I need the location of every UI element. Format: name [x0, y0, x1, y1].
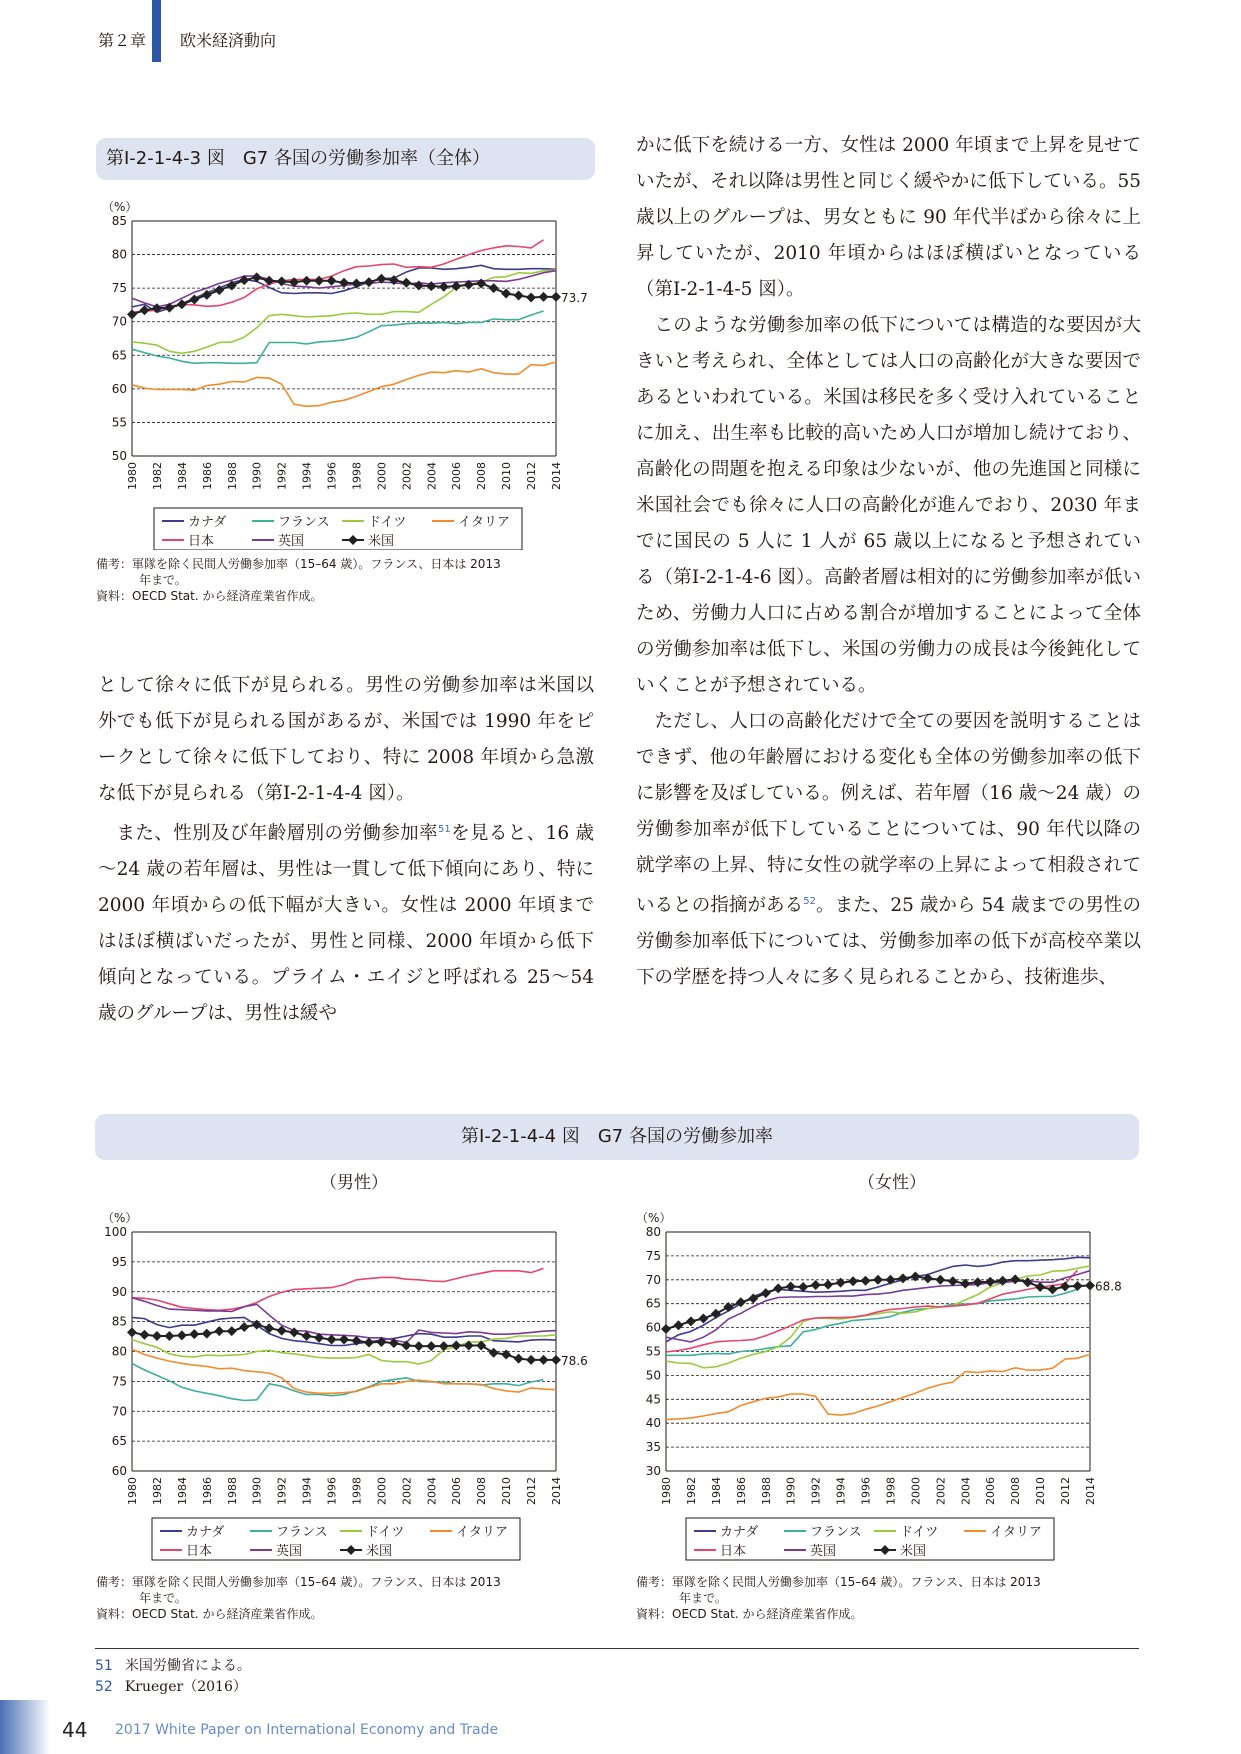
legend-label: 米国 — [900, 1544, 927, 1559]
x-tick-label: 1994 — [300, 1477, 314, 1505]
y-tick-label: 75 — [111, 281, 127, 296]
right-column-text — [636, 128, 1141, 996]
data-point-米国 — [501, 289, 511, 299]
y-tick-label: 80 — [111, 1344, 127, 1359]
data-point-米国 — [686, 1316, 696, 1326]
x-tick-label: 2010 — [500, 1477, 514, 1505]
page-number: 44 — [62, 1718, 88, 1742]
data-point-米国 — [364, 1338, 374, 1348]
y-tick-label: 55 — [111, 415, 127, 430]
y-unit-label: （%） — [102, 200, 138, 214]
data-point-米国 — [426, 1341, 436, 1351]
x-tick-label: 1992 — [275, 1477, 289, 1505]
data-point-米国 — [401, 278, 411, 288]
x-tick-label: 2012 — [525, 1477, 539, 1505]
data-point-米国 — [761, 1288, 771, 1298]
left-paragraph-1: として徐々に低下が見られる。男性の労働参加率は米国以外でも低下が見られる国があるが、米国では 1990 年をピークとして徐々に低下しており、特に 2008 年頃から急激な低下が見られる（第Ⅰ-2-1-4-4 図）。 — [98, 675, 594, 804]
y-tick-label: 85 — [111, 214, 127, 228]
data-point-米国 — [836, 1278, 846, 1288]
figure1-note-line1: 備考：軍隊を除く民間人労働参加率（15–64 歳）。フランス、日本は 2013 — [96, 557, 501, 571]
male-note-line2: 年まで。 — [139, 1591, 187, 1605]
data-point-米国 — [414, 1341, 424, 1351]
data-point-米国 — [661, 1324, 671, 1334]
legend-label: 英国 — [276, 1544, 303, 1559]
data-point-米国 — [451, 1341, 461, 1351]
data-point-米国 — [823, 1280, 833, 1290]
data-point-米国 — [885, 1275, 895, 1285]
x-tick-label: 1990 — [250, 1477, 264, 1505]
legend-label: イタリア — [458, 515, 511, 530]
data-point-米国 — [227, 1326, 237, 1336]
female-note-source: 資料：OECD Stat. から経済産業省作成。 — [636, 1607, 863, 1621]
footnote-number: 51 — [95, 1658, 113, 1674]
footnotes — [95, 1656, 251, 1698]
footnote-divider — [95, 1648, 1139, 1649]
data-point-米国 — [698, 1314, 708, 1324]
data-point-米国 — [264, 276, 274, 286]
y-tick-label: 55 — [645, 1344, 661, 1359]
x-tick-label: 1984 — [175, 1477, 189, 1505]
data-point-米国 — [861, 1276, 871, 1286]
female-note-line2: 年まで。 — [679, 1591, 727, 1605]
data-point-米国 — [1060, 1281, 1070, 1291]
y-tick-label: 60 — [111, 381, 127, 396]
x-tick-label: 1986 — [200, 462, 214, 490]
legend-label: 米国 — [366, 1544, 393, 1559]
x-tick-label: 1992 — [809, 1477, 823, 1505]
x-tick-label: 1988 — [225, 1477, 239, 1505]
data-point-米国 — [935, 1275, 945, 1285]
x-tick-label: 2004 — [425, 1477, 439, 1505]
left-paragraph-2-part1: また、性別及び年齢層別の労働参加率 — [116, 823, 438, 845]
series-line-イタリア — [666, 1354, 1090, 1419]
data-point-米国 — [164, 1331, 174, 1341]
chapter-label: 第２章 — [98, 31, 147, 50]
y-tick-label: 90 — [111, 1284, 127, 1299]
x-tick-label: 1998 — [350, 1477, 364, 1505]
x-tick-label: 2008 — [475, 462, 489, 490]
x-tick-label: 2002 — [934, 1477, 948, 1505]
y-tick-label: 60 — [111, 1464, 127, 1478]
legend-label: フランス — [278, 515, 330, 530]
legend-label: 日本 — [186, 1544, 213, 1559]
data-point-米国 — [314, 276, 324, 286]
male-chart-note — [96, 1574, 501, 1622]
data-point-米国 — [514, 1354, 524, 1364]
legend-label: 英国 — [278, 534, 305, 549]
data-point-米国 — [302, 276, 312, 286]
x-tick-label: 1996 — [859, 1477, 873, 1505]
data-point-米国 — [127, 309, 137, 319]
data-point-米国 — [539, 292, 549, 302]
x-tick-label: 2014 — [1084, 1477, 1097, 1505]
data-point-米国 — [873, 1275, 883, 1285]
x-tick-label: 2008 — [1009, 1477, 1023, 1505]
left-paragraph-2 — [98, 812, 594, 1032]
male-chart — [96, 1200, 606, 1565]
footnote-51 — [95, 1656, 251, 1677]
right-paragraph-3-part2: 。また、25 歳から 54 歳までの男性の労働参加率低下については、労働参加率の低下が高校卒業以下の学歴を持つ人々に多く見られることから、技術進歩、 — [636, 895, 1141, 989]
x-tick-label: 1980 — [126, 462, 139, 490]
y-tick-label: 45 — [645, 1392, 661, 1407]
data-point-米国 — [489, 283, 499, 293]
x-tick-label: 1996 — [325, 462, 339, 490]
chapter-topic: 欧米経済動向 — [180, 31, 277, 50]
y-tick-label: 100 — [104, 1225, 127, 1239]
x-tick-label: 2000 — [909, 1477, 923, 1505]
footer-decoration — [0, 1700, 50, 1754]
figure1-source: 資料：OECD Stat. から経済産業省作成。 — [96, 589, 323, 603]
x-tick-label: 2002 — [400, 462, 414, 490]
x-tick-label: 1988 — [759, 1477, 773, 1505]
x-tick-label: 2010 — [1034, 1477, 1048, 1505]
legend-label: ドイツ — [366, 1525, 405, 1540]
x-tick-label: 2000 — [375, 462, 389, 490]
series-line-フランス — [132, 1363, 544, 1400]
data-point-米国 — [327, 1335, 337, 1345]
y-tick-label: 35 — [645, 1440, 661, 1455]
figure2-title: 第Ⅰ-2-1-4-4 図 G7 各国の労働参加率 — [95, 1114, 1139, 1160]
x-tick-label: 2014 — [550, 1477, 563, 1505]
x-tick-label: 1988 — [225, 462, 239, 490]
data-point-米国 — [139, 1330, 149, 1340]
y-tick-label: 75 — [111, 1374, 127, 1389]
right-paragraph-2: このような労働参加率の低下については構造的な要因が大きいと考えられ、全体としては人口の高齢化が大きな要因であるといわれている。米国は移民を多く受け入れていることに加え、出生率も比較的高いため人口が増加し続けており、高齢化の問題を抱える印象は少ないが、他の先進国と同様に米国社会でも徐々に人口の高齢化が進んでおり、2030 年までに国民の 5 人に 1 人が 65 歳以上になると予想されている（第Ⅰ-2-1-4-6 図）。高齢者層は相対的に労働参加率が低いため、労働力人口に占める割合が増加することによって全体の労働参加率は低下し、米国の労働力の成長は今後鈍化していくことが予想されている。 — [636, 315, 1141, 696]
y-tick-label: 95 — [111, 1254, 127, 1269]
female-chart — [630, 1200, 1140, 1565]
data-point-米国 — [214, 1326, 224, 1336]
right-paragraph-3 — [636, 704, 1141, 996]
legend-label: 日本 — [188, 534, 215, 549]
x-tick-label: 2006 — [450, 462, 464, 490]
y-unit-label: （%） — [636, 1211, 672, 1225]
legend-label: カナダ — [186, 1525, 225, 1540]
x-tick-label: 2014 — [550, 462, 563, 490]
y-tick-label: 70 — [645, 1272, 661, 1287]
y-tick-label: 65 — [111, 1434, 127, 1449]
legend-label: ドイツ — [368, 515, 407, 530]
legend-label: フランス — [276, 1525, 328, 1540]
y-tick-label: 65 — [645, 1296, 661, 1311]
x-tick-label: 2012 — [1059, 1477, 1073, 1505]
x-tick-label: 2012 — [525, 462, 539, 490]
y-tick-label: 70 — [111, 314, 127, 329]
legend-label: カナダ — [188, 515, 227, 530]
y-tick-label: 50 — [111, 449, 127, 463]
data-point-米国 — [239, 1322, 249, 1332]
right-paragraph-3-part1: ただし、人口の高齢化だけで全ての要因を説明することはできず、他の年齢層における変化も全体の労働参加率の低下に影響を及ぼしている。例えば、若年層（16 歳～24 歳）の労働参加率が低下していることについては、90 年代以降の就学率の上昇、特に女性の就学率の上昇によって相殺されているとの指摘がある — [636, 711, 1141, 917]
data-point-米国 — [1010, 1274, 1020, 1284]
data-point-米国 — [189, 1329, 199, 1339]
x-tick-label: 1982 — [684, 1477, 698, 1505]
data-point-米国 — [526, 1355, 536, 1365]
data-point-米国 — [164, 303, 174, 313]
x-tick-label: 1994 — [834, 1477, 848, 1505]
x-tick-label: 1990 — [784, 1477, 798, 1505]
x-tick-label: 1994 — [300, 462, 314, 490]
data-point-米国 — [551, 1355, 561, 1365]
end-value-label: 68.8 — [1095, 1279, 1122, 1294]
data-point-米国 — [526, 293, 536, 303]
legend-label: フランス — [810, 1525, 862, 1540]
data-point-米国 — [489, 1348, 499, 1358]
series-line-イタリア — [132, 362, 556, 406]
data-point-米国 — [1023, 1277, 1033, 1287]
series-line-日本 — [132, 1268, 544, 1310]
legend-label: 米国 — [368, 534, 395, 549]
female-chart-title: （女性） — [858, 1173, 926, 1193]
data-point-米国 — [898, 1273, 908, 1283]
legend-label: 英国 — [810, 1544, 837, 1559]
y-tick-label: 50 — [645, 1368, 661, 1383]
legend-label: イタリア — [456, 1525, 509, 1540]
x-tick-label: 1982 — [150, 462, 164, 490]
data-point-米国 — [351, 278, 361, 288]
y-tick-label: 40 — [645, 1416, 661, 1431]
data-point-米国 — [848, 1276, 858, 1286]
data-point-米国 — [673, 1320, 683, 1330]
male-note-line1: 備考：軍隊を除く民間人労働参加率（15–64 歳）。フランス、日本は 2013 — [96, 1575, 501, 1589]
data-point-米国 — [773, 1283, 783, 1293]
data-point-米国 — [127, 1327, 137, 1337]
x-tick-label: 2010 — [500, 462, 514, 490]
series-line-フランス — [666, 1289, 1078, 1355]
x-tick-label: 1986 — [200, 1477, 214, 1505]
y-unit-label: （%） — [102, 1211, 138, 1225]
data-point-米国 — [539, 1355, 549, 1365]
y-tick-label: 65 — [111, 348, 127, 363]
data-point-米国 — [1085, 1281, 1095, 1291]
x-tick-label: 1998 — [884, 1477, 898, 1505]
legend-label: ドイツ — [900, 1525, 939, 1540]
male-note-source: 資料：OECD Stat. から経済産業省作成。 — [96, 1607, 323, 1621]
data-point-米国 — [426, 281, 436, 291]
series-line-カナダ — [666, 1257, 1090, 1342]
y-tick-label: 80 — [111, 247, 127, 262]
female-chart-note — [636, 1574, 1041, 1622]
data-point-米国 — [811, 1280, 821, 1290]
footnote-text: Krueger（2016） — [124, 1679, 247, 1695]
data-point-米国 — [973, 1277, 983, 1287]
x-tick-label: 1998 — [350, 462, 364, 490]
footnote-ref-51[interactable]: 51 — [437, 824, 451, 835]
x-tick-label: 1990 — [250, 462, 264, 490]
x-tick-label: 2002 — [400, 1477, 414, 1505]
x-tick-label: 1996 — [325, 1477, 339, 1505]
y-tick-label: 70 — [111, 1404, 127, 1419]
y-tick-label: 30 — [645, 1464, 661, 1478]
data-point-米国 — [152, 1331, 162, 1341]
footnote-52 — [95, 1677, 251, 1698]
x-tick-label: 1992 — [275, 462, 289, 490]
figure1-note-line2: 年まで。 — [139, 573, 187, 587]
legend-label: イタリア — [990, 1525, 1043, 1540]
y-tick-label: 80 — [645, 1225, 661, 1239]
data-point-米国 — [551, 292, 561, 302]
right-paragraph-1: かに低下を続ける一方、女性は 2000 年頃まで上昇を見せていたが、それ以降は男性と同じく緩やかに低下している。55 歳以上のグループは、男女ともに 90 年代半ばから徐々に上昇していたが、2010 年頃からはほぼ横ばいとなっている（第Ⅰ-2-1-4-5 図）。 — [636, 135, 1141, 300]
legend-label: 日本 — [720, 1544, 747, 1559]
footer-title: 2017 White Paper on International Economy and Trade — [115, 1722, 499, 1738]
x-tick-label: 2008 — [475, 1477, 489, 1505]
x-tick-label: 1984 — [175, 462, 189, 490]
data-point-米国 — [177, 1330, 187, 1340]
x-tick-label: 2006 — [450, 1477, 464, 1505]
data-point-米国 — [514, 291, 524, 301]
data-point-米国 — [414, 280, 424, 290]
x-tick-label: 2000 — [375, 1477, 389, 1505]
y-tick-label: 85 — [111, 1314, 127, 1329]
female-note-line1: 備考：軍隊を除く民間人労働参加率（15–64 歳）。フランス、日本は 2013 — [636, 1575, 1041, 1589]
figure1-note — [96, 556, 501, 604]
data-point-米国 — [501, 1349, 511, 1359]
end-value-label: 73.7 — [561, 290, 588, 305]
data-point-米国 — [364, 277, 374, 287]
y-tick-label: 75 — [645, 1248, 661, 1263]
data-point-米国 — [202, 1329, 212, 1339]
x-tick-label: 2006 — [984, 1477, 998, 1505]
header-accent-bar — [152, 0, 161, 62]
data-point-米国 — [711, 1309, 721, 1319]
footnote-ref-52[interactable]: 52 — [803, 896, 816, 907]
x-tick-label: 1980 — [660, 1477, 673, 1505]
x-tick-label: 1984 — [709, 1477, 723, 1505]
data-point-米国 — [1073, 1281, 1083, 1291]
legend-label: カナダ — [720, 1525, 759, 1540]
x-tick-label: 1980 — [126, 1477, 139, 1505]
male-chart-title: （男性） — [320, 1173, 388, 1193]
data-point-米国 — [1035, 1282, 1045, 1292]
figure1-title: 第Ⅰ-2-1-4-3 図 G7 各国の労働参加率（全体） — [96, 138, 595, 180]
figure1-chart — [96, 185, 596, 550]
left-column-text — [98, 668, 594, 1032]
footnote-text: 米国労働省による。 — [124, 1658, 251, 1674]
x-tick-label: 2004 — [959, 1477, 973, 1505]
x-tick-label: 1982 — [150, 1477, 164, 1505]
end-value-label: 78.6 — [561, 1353, 588, 1368]
x-tick-label: 1986 — [734, 1477, 748, 1505]
footnote-number: 52 — [95, 1679, 113, 1695]
left-paragraph-2-part2: を見ると、16 歳～24 歳の若年層は、男性は一貫して低下傾向にあり、特に 2000 年頃からの低下幅が大きい。女性は 2000 年頃まではほぼ横ばいだったが、男性と同様、2000 年頃から低下傾向となっている。プライム・エイジと呼ばれる 25～54 歳のグループは、男性は緩や — [98, 823, 594, 1025]
x-tick-label: 2004 — [425, 462, 439, 490]
y-tick-label: 60 — [645, 1320, 661, 1335]
